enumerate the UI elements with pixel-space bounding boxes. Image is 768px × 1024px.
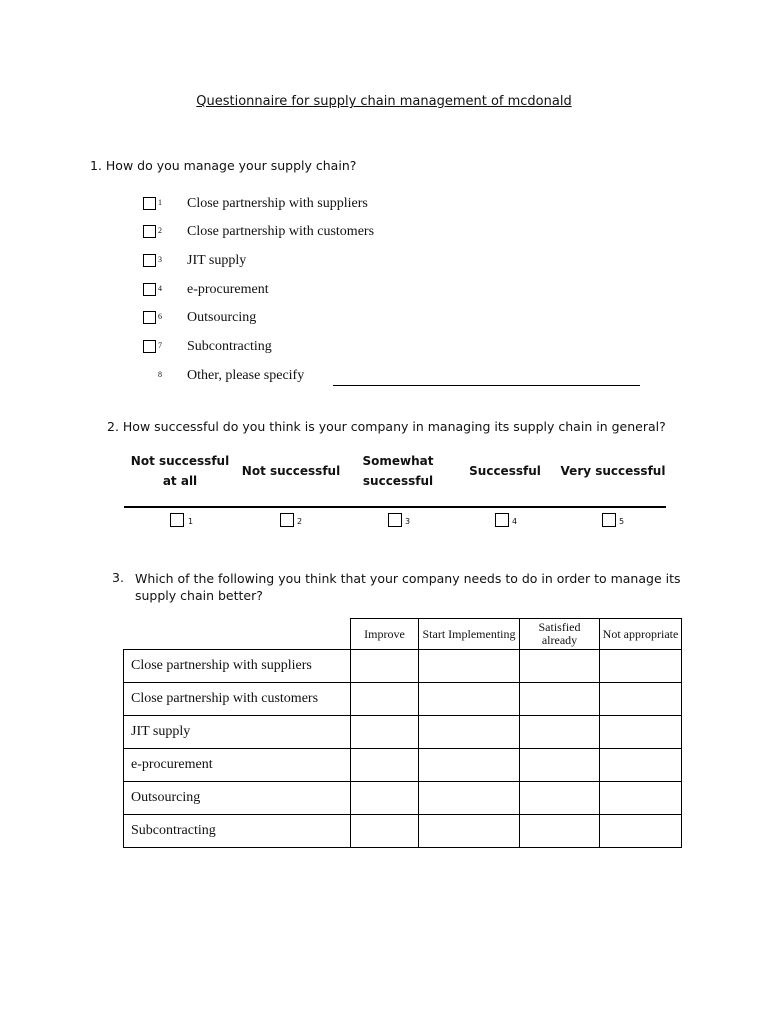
answer-cell[interactable] [419,683,520,716]
blank-corner [124,619,351,650]
column-header-not-appropriate: Not appropriate [600,619,682,650]
answer-cell[interactable] [351,782,419,815]
other-specify-field[interactable] [333,385,640,386]
table-header-row [124,619,682,650]
answer-cell[interactable] [520,815,600,848]
column-header-improve: Improve [351,619,419,650]
table-row [124,650,682,683]
answer-cell[interactable] [600,815,682,848]
answer-cell[interactable] [419,650,520,683]
q1-option-eprocurement[interactable] [143,282,443,304]
checkbox[interactable] [143,254,156,267]
table-row [124,815,682,848]
scale-number-5: 5 [619,517,625,526]
question-3-number: 3. [112,570,124,585]
scale-label-4: Successful [469,464,541,478]
column-header-satisfied-already: Satisfied already [520,619,600,650]
scale-number-2: 2 [297,517,303,526]
q1-option-outsourcing[interactable] [143,310,443,332]
page-title: Questionnaire for supply chain management of mcdonald [196,94,572,109]
question-1-text: 1. How do you manage your supply chain? [90,158,357,173]
table-row [124,749,682,782]
option-number: 8 [158,370,162,379]
option-label: Subcontracting [187,339,272,354]
option-label: e-procurement [187,282,269,297]
answer-cell[interactable] [520,749,600,782]
answer-cell[interactable] [600,650,682,683]
option-label: Close partnership with suppliers [187,196,368,211]
option-number: 1 [158,198,162,207]
answer-cell[interactable] [351,749,419,782]
row-label: Outsourcing [124,782,351,815]
answer-cell[interactable] [351,815,419,848]
option-label: Close partnership with customers [187,224,375,239]
checkbox[interactable] [143,311,156,324]
row-label: e-procurement [124,749,351,782]
scale-label-2: Not successful [241,464,341,478]
option-label: Outsourcing [187,310,257,325]
option-number: 7 [158,341,162,350]
scale-checkbox-3[interactable] [388,513,402,527]
checkbox[interactable] [143,197,156,210]
q1-option-subcontracting[interactable] [143,339,443,361]
row-label: Subcontracting [124,815,351,848]
scale-divider [124,506,666,508]
option-number: 6 [158,312,162,321]
answer-cell[interactable] [600,782,682,815]
answer-cell[interactable] [520,716,600,749]
q1-option-other [143,368,443,390]
row-label: JIT supply [124,716,351,749]
q1-option-suppliers[interactable] [143,196,443,218]
answer-cell[interactable] [520,683,600,716]
answer-cell[interactable] [419,782,520,815]
scale-label-1: Not successful at all [130,454,230,488]
answer-cell[interactable] [419,749,520,782]
column-header-start-implementing: Start Implementing [419,619,520,650]
question-2-text: 2. How successful do you think is your company in managing its supply chain in general? [107,419,666,434]
option-label: Other, please specify [187,368,305,383]
scale-checkbox-5[interactable] [602,513,616,527]
table-row [124,782,682,815]
scale-number-4: 4 [512,517,518,526]
scale-number-1: 1 [188,517,194,526]
option-number: 3 [158,255,162,264]
q1-option-jit[interactable] [143,253,443,275]
checkbox[interactable] [143,225,156,238]
answer-cell[interactable] [600,683,682,716]
answer-cell[interactable] [419,716,520,749]
scale-label-5: Very successful [560,464,666,478]
checkbox[interactable] [143,340,156,353]
table-row [124,683,682,716]
answer-cell[interactable] [351,683,419,716]
row-label: Close partnership with customers [124,683,351,716]
scale-checkbox-4[interactable] [495,513,509,527]
scale-number-3: 3 [405,517,411,526]
answer-cell[interactable] [351,716,419,749]
answer-cell[interactable] [520,650,600,683]
q1-option-customers[interactable] [143,224,443,246]
table-row [124,716,682,749]
scale-checkbox-2[interactable] [280,513,294,527]
scale-checkbox-1[interactable] [170,513,184,527]
checkbox[interactable] [143,283,156,296]
answer-cell[interactable] [520,782,600,815]
option-number: 2 [158,226,162,235]
option-number: 4 [158,284,162,293]
option-label: JIT supply [187,253,247,268]
scale-label-3: Somewhat successful [362,454,434,488]
answer-cell[interactable] [600,716,682,749]
row-label: Close partnership with suppliers [124,650,351,683]
q3-table [123,618,682,848]
answer-cell[interactable] [351,650,419,683]
question-3-text: Which of the following you think that your company needs to do in order to manage its supply chain better? [135,571,681,603]
answer-cell[interactable] [419,815,520,848]
answer-cell[interactable] [600,749,682,782]
